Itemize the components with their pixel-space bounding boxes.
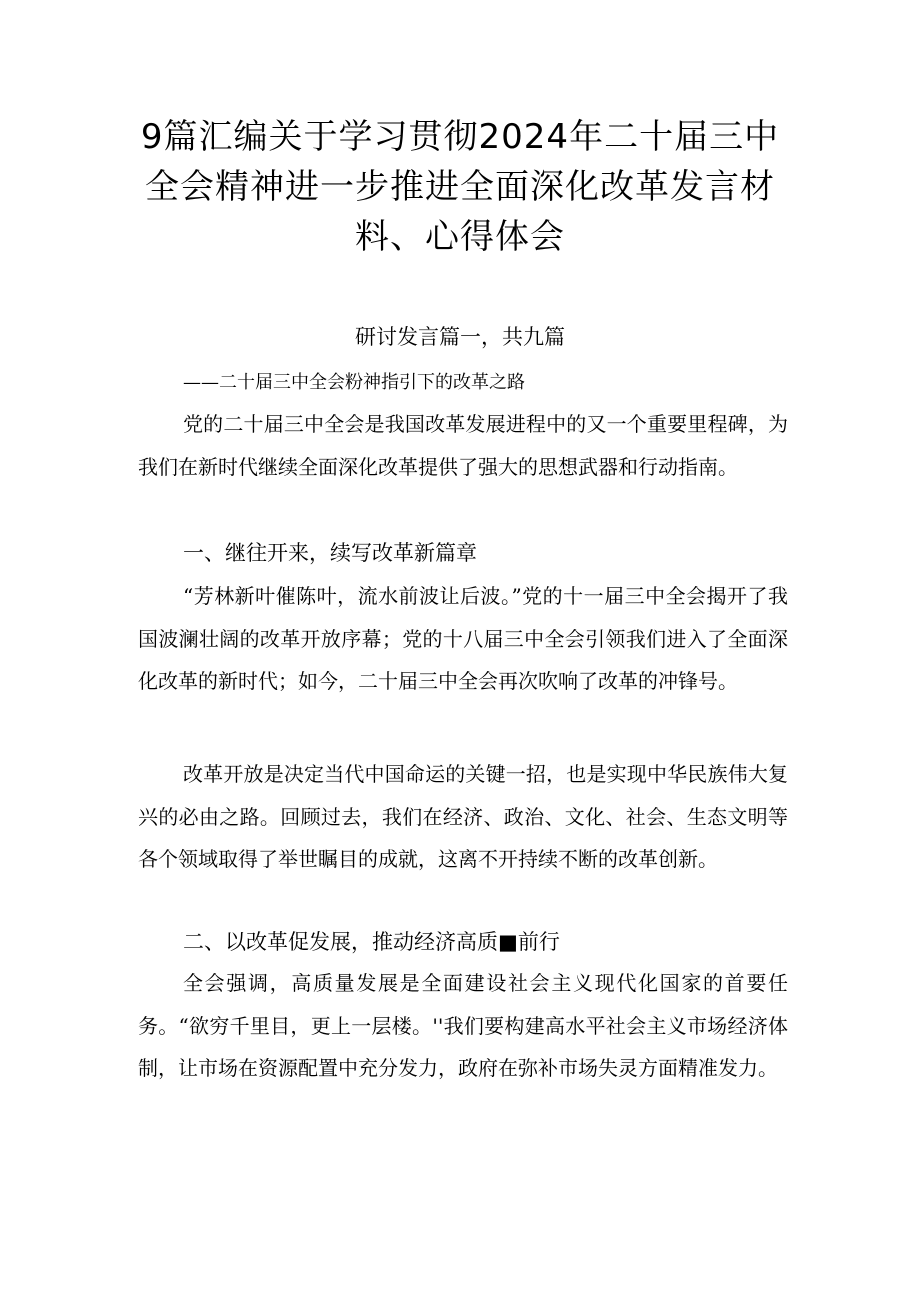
heading-second: 二、以改革促发展，推动经济高质■前行 (183, 930, 560, 954)
paragraph-high-quality: 全会强调，高质量发展是全面建设社会主义现代化国家的首要任务。“欲穷千里目，更上一层楼。''我们要构建高水平社会主义市场经济体制，让市场在资源配置中充分发力，政府在弥补市场失灵方面精准发力。 (138, 971, 788, 1080)
heading-first: 一、继往开来，续写改革新篇章 (183, 541, 477, 565)
paragraph-quote-history: “芳林新叶催陈叶，流水前波让后波。”党的十一届三中全会揭开了我国波澜壮阔的改革开放序幕；党的十八届三中全会引领我们进入了全面深化改革的新时代；如今，二十届三中全会再次吹响了改革的冲锋号。 (138, 584, 788, 693)
document-title: 9篇汇编关于学习贯彻2024年二十届三中全会精神进一步推进全面深化改革发言材料、心得体会 (140, 117, 780, 257)
paragraph-intro: 党的二十届三中全会是我国改革发展进程中的又一个重要里程碑，为我们在新时代继续全面深化改革提供了强大的思想武器和行动指南。 (138, 412, 788, 479)
section-heading: 研讨发言篇一，共九篇 (355, 325, 565, 349)
speech-subtitle: ——二十届三中全会粉神指引下的改革之路 (183, 372, 525, 393)
paragraph-reform-key: 改革开放是决定当代中国命运的关键一招，也是实现中华民族伟大复兴的必由之路。回顾过去，我们在经济、政治、文化、社会、生态文明等各个领域取得了举世瞩目的成就，这离不开持续不断的改革创新。 (138, 762, 788, 871)
